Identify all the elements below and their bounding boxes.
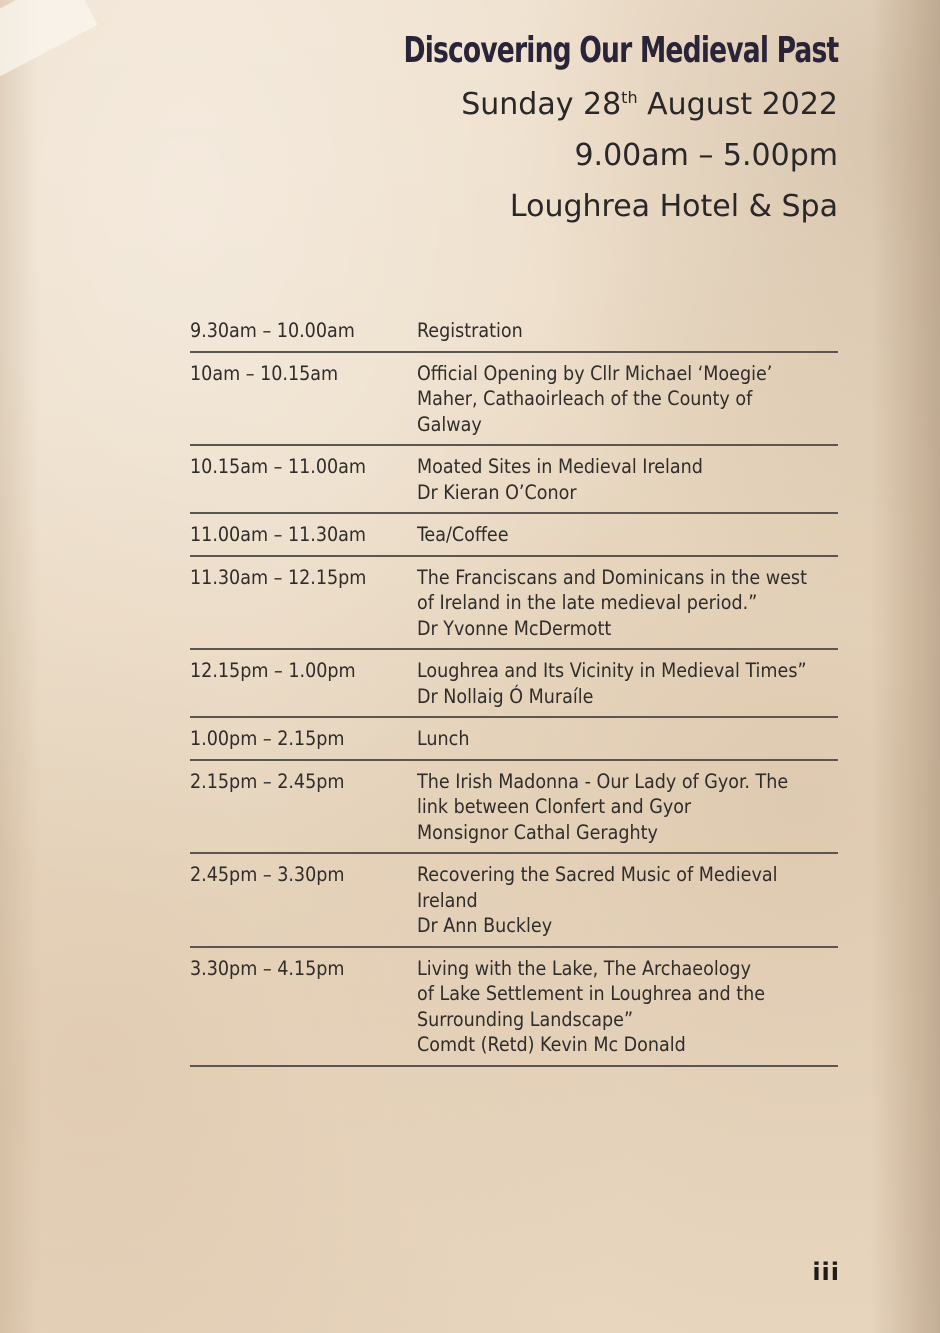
schedule-description	[417, 318, 838, 344]
schedule-row	[190, 761, 838, 855]
schedule-description	[417, 769, 838, 846]
schedule-description-line: Comdt (Retd) Kevin Mc Donald	[417, 1033, 686, 1056]
schedule-row	[190, 718, 838, 761]
schedule-time: 11.30am – 12.15pm	[190, 565, 367, 589]
schedule-description	[417, 565, 838, 642]
schedule-description-line: of Ireland in the late medieval period.”	[417, 591, 758, 614]
schedule-description-line: Tea/Coffee	[417, 523, 509, 546]
schedule-description-line: Dr Kieran O’Conor	[417, 480, 577, 504]
schedule-description-line: of Lake Settlement in Loughrea and the	[417, 982, 766, 1005]
page-number: iii	[812, 1258, 840, 1286]
tape-corner	[0, 0, 98, 76]
schedule-description	[417, 726, 838, 752]
event-date-prefix: Sunday 28	[461, 87, 622, 122]
schedule-time: 1.00pm – 2.15pm	[190, 727, 345, 750]
schedule-table	[190, 310, 838, 1067]
schedule-description	[417, 862, 838, 939]
schedule-description-line: Registration	[417, 319, 523, 342]
paper-edge-left	[0, 0, 40, 1333]
schedule-time: 11.00am – 11.30am	[190, 523, 367, 546]
schedule-description-line: Monsignor Cathal Geraghty	[417, 820, 658, 844]
schedule-row	[190, 854, 838, 948]
schedule-time: 2.45pm – 3.30pm	[190, 863, 345, 886]
schedule-time: 3.30pm – 4.15pm	[190, 956, 345, 980]
schedule-row	[190, 650, 838, 718]
schedule-description	[417, 454, 838, 505]
paper-edge-right	[870, 0, 940, 1333]
schedule-description	[417, 956, 838, 1058]
event-header	[308, 30, 838, 224]
schedule-description-line: Moated Sites in Medieval Ireland	[417, 455, 703, 478]
schedule-row	[190, 514, 838, 557]
schedule-row	[190, 446, 838, 514]
schedule-description-line: Surrounding Landscape”	[417, 1007, 634, 1031]
event-date-suffix: August 2022	[637, 87, 838, 122]
schedule-description-line: The Franciscans and Dominicans in the west	[417, 565, 807, 589]
schedule-description-line: Dr Nollaig Ó Muraíle	[417, 684, 594, 708]
schedule-description-line: Recovering the Sacred Music of Medieval	[417, 863, 778, 886]
schedule-row	[190, 310, 838, 353]
schedule-description-line: Ireland	[417, 888, 478, 912]
schedule-description	[417, 658, 838, 709]
schedule-time: 12.15pm – 1.00pm	[190, 659, 356, 682]
schedule-description-line: Loughrea and Its Vicinity in Medieval Times”	[417, 659, 807, 682]
schedule-description-line: Dr Ann Buckley	[417, 914, 553, 937]
schedule-row	[190, 557, 838, 651]
schedule-description-line: Lunch	[417, 727, 470, 750]
schedule-description-line: The Irish Madonna - Our Lady of Gyor. The	[417, 769, 789, 793]
schedule-description-line: Official Opening by Cllr Michael ‘Moegie’	[417, 361, 773, 385]
schedule-time: 2.15pm – 2.45pm	[190, 769, 345, 793]
event-date-ordinal: th	[621, 88, 638, 107]
schedule-description-line: Living with the Lake, The Archaeology	[417, 956, 751, 980]
schedule-row	[190, 353, 838, 447]
schedule-row	[190, 948, 838, 1067]
event-title: Discovering Our Medieval Past	[403, 30, 838, 71]
event-venue: Loughrea Hotel & Spa	[509, 189, 838, 224]
schedule-description	[417, 522, 838, 548]
schedule-description-line: Maher, Cathaoirleach of the County of	[417, 387, 753, 410]
schedule-time: 10.15am – 11.00am	[190, 455, 367, 478]
schedule-description-line: Dr Yvonne McDermott	[417, 616, 612, 640]
schedule-time: 10am – 10.15am	[190, 361, 339, 385]
schedule-time: 9.30am – 10.00am	[190, 319, 355, 342]
schedule-description-line: link between Clonfert and Gyor	[417, 795, 692, 818]
event-date	[308, 87, 838, 122]
schedule-description	[417, 361, 838, 438]
event-time: 9.00am – 5.00pm	[574, 138, 838, 173]
schedule-description-line: Galway	[417, 412, 482, 436]
